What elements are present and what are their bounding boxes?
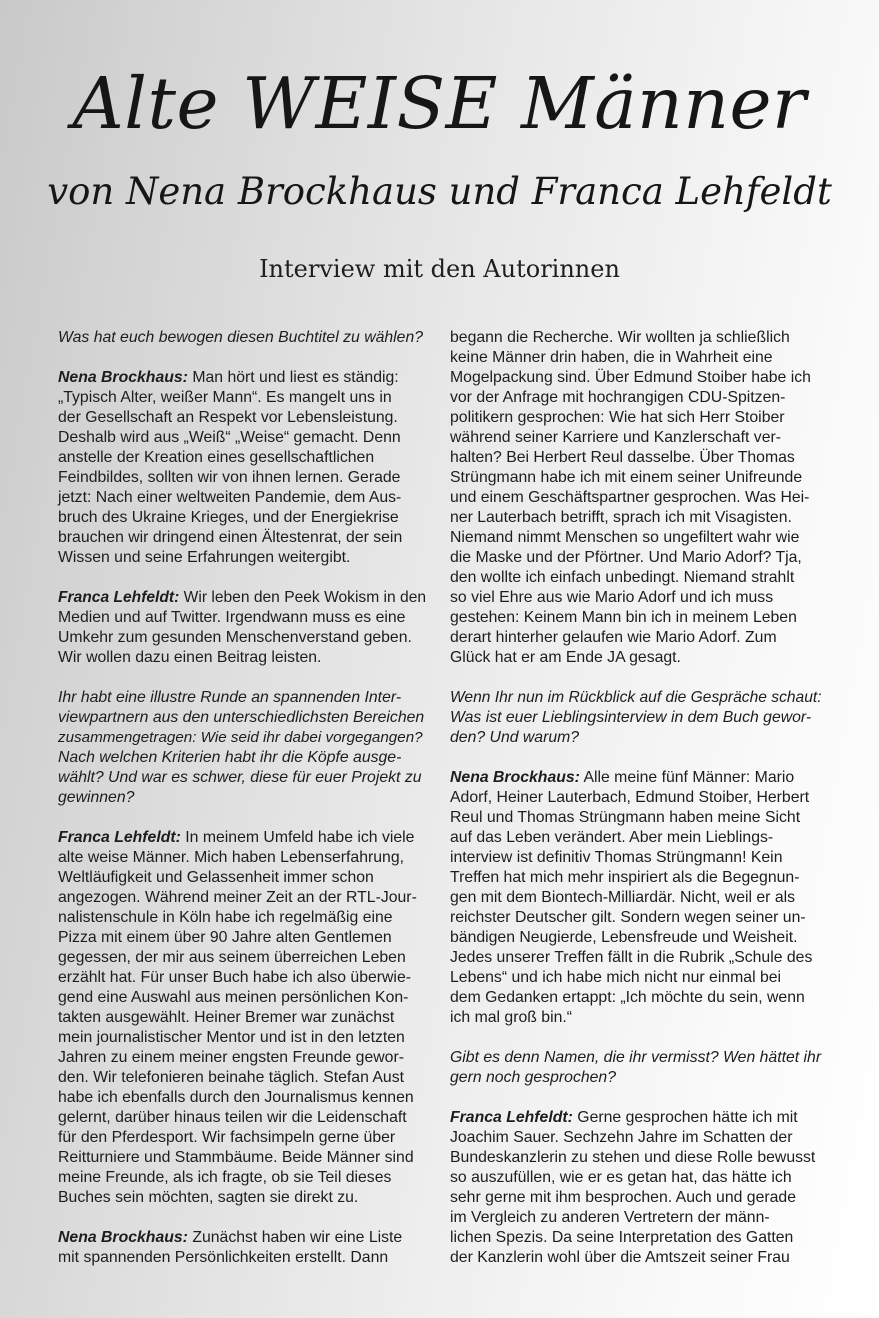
- text-line: [450, 448, 822, 468]
- text-line: [450, 708, 822, 728]
- text-line: [58, 728, 426, 748]
- interview-answer: [450, 768, 822, 1028]
- interview-question: [58, 688, 426, 808]
- line-text: Gerne gesprochen hätte ich mit: [572, 1109, 798, 1126]
- line-text: begann die Recherche. Wir wollten ja schließlich: [450, 329, 790, 346]
- text-line: [450, 1228, 822, 1248]
- line-text: den? Und warum?: [450, 729, 580, 746]
- text-line: [58, 888, 426, 908]
- text-line: [58, 908, 426, 928]
- text-line: [58, 328, 426, 348]
- line-text: halten? Bei Herbert Reul dasselbe. Über Thomas: [450, 449, 795, 466]
- line-text: der Kanzlerin wohl über die Amtszeit seiner Frau: [450, 1249, 790, 1266]
- line-text: gen mit dem Biontech-Milliardär. Nicht, weil er als: [450, 889, 796, 906]
- text-line: [58, 388, 426, 408]
- line-text: gend eine Auswahl aus meinen persönlichen Kon-: [58, 989, 409, 1006]
- text-line: [58, 408, 426, 428]
- text-line: [58, 468, 426, 488]
- speaker-name: Franca Lehfeldt:: [58, 829, 181, 846]
- line-text: politikern gesprochen: Wie hat sich Herr Stoiber: [450, 409, 785, 426]
- line-text: Bundeskanzlerin zu stehen und diese Rolle bewusst: [450, 1149, 816, 1166]
- line-text: Deshalb wird aus „Weiß“ „Weise“ gemacht. Denn: [58, 429, 401, 446]
- line-text: Wenn Ihr nun im Rückblick auf die Gespräche schaut:: [450, 689, 822, 706]
- text-line: [450, 868, 822, 888]
- text-line: [450, 628, 822, 648]
- line-text: reichster Deutscher gilt. Sondern wegen seiner un-: [450, 909, 806, 926]
- text-line: [450, 408, 822, 428]
- line-text: Pizza mit einem über 90 Jahre alten Gentlemen: [58, 929, 392, 946]
- line-text: Reul und Thomas Strüngmann haben meine Sicht: [450, 809, 801, 826]
- text-line: [450, 468, 822, 488]
- line-text: gern noch gesprochen?: [450, 1069, 616, 1086]
- line-text: gelernt, darüber hinaus teilen wir die Leidenschaft: [58, 1109, 407, 1126]
- text-line: [450, 788, 822, 808]
- line-text: derart hinterher gelaufen wie Mario Adorf. Zum: [450, 629, 777, 646]
- text-line: [58, 528, 426, 548]
- line-text: Was ist euer Lieblingsinterview in dem Buch gewor-: [450, 709, 812, 726]
- speaker-name: Nena Brockhaus:: [58, 369, 188, 386]
- line-text: dem Gedanken ertappt: „Ich möchte du sein, wenn: [450, 989, 805, 1006]
- text-line: [58, 688, 426, 708]
- interview-answer: [450, 1108, 822, 1268]
- text-line: [58, 768, 426, 788]
- line-text: anstelle der Kreation eines gesellschaftlichen: [58, 449, 375, 466]
- text-line: [58, 608, 426, 628]
- line-text: takten ausgewählt. Heiner Bremer war zunächst: [58, 1009, 395, 1026]
- text-line: [58, 788, 426, 808]
- paragraph-gap: [58, 568, 426, 588]
- line-text: mein journalistischer Mentor und ist in den letzten: [58, 1029, 405, 1046]
- paragraph-gap: [450, 1088, 822, 1108]
- speaker-name: Franca Lehfeldt:: [58, 589, 180, 606]
- line-text: Ihr habt eine illustre Runde an spannenden Inter-: [58, 689, 402, 706]
- paragraph-gap: [58, 668, 426, 688]
- line-text: Alle meine fünf Männer: Mario: [579, 769, 795, 786]
- text-line: [450, 388, 822, 408]
- article-title: Alte WEISE Männer: [72, 62, 807, 145]
- text-line: [450, 1168, 822, 1188]
- line-text: jetzt: Nach einer weltweiten Pandemie, dem Aus-: [58, 489, 402, 506]
- text-line: [450, 808, 822, 828]
- text-line: [450, 568, 822, 588]
- text-line: [450, 928, 822, 948]
- line-text: ner Lauterbach betrifft, sprach ich mit Visagisten.: [450, 509, 792, 526]
- text-line: [450, 1048, 822, 1068]
- line-text: angezogen. Während meiner Zeit an der RTL-Jour-: [58, 889, 417, 906]
- line-text: zusammengetragen: Wie seid ihr dabei vorgegangen?: [58, 729, 423, 746]
- interview-answer: [58, 368, 426, 568]
- text-line: [58, 1228, 426, 1248]
- text-line: [450, 348, 822, 368]
- text-line: [450, 1108, 822, 1128]
- line-text: den wollte ich einfach unbedingt. Niemand strahlt: [450, 569, 795, 586]
- line-text: Strüngmann habe ich mit einem seiner Unifreunde: [450, 469, 803, 486]
- speaker-name: Franca Lehfeldt:: [450, 1109, 573, 1126]
- line-text: bruch des Ukraine Krieges, und der Energiekrise: [58, 509, 399, 526]
- speaker-name: Nena Brockhaus:: [450, 769, 580, 786]
- paragraph-gap: [58, 348, 426, 368]
- text-line: [58, 368, 426, 388]
- line-text: erzählt hat. Für unser Buch habe ich also überwie-: [58, 969, 411, 986]
- line-text: meine Freunde, als ich fragte, ob sie Teil dieses: [58, 1169, 392, 1186]
- line-text: den. Wir telefonieren beinahe täglich. Stefan Aust: [58, 1069, 404, 1086]
- line-text: im Vergleich zu anderen Vertretern der männ-: [450, 1209, 770, 1226]
- text-line: [450, 988, 822, 1008]
- line-text: für den Pferdesport. Wir fachsimpeln gerne über: [58, 1129, 396, 1146]
- text-line: [450, 508, 822, 528]
- text-line: [58, 1128, 426, 1148]
- text-line: [450, 368, 822, 388]
- text-line: [58, 648, 426, 668]
- interview-question: [58, 328, 426, 348]
- text-line: [58, 708, 426, 728]
- text-line: [450, 688, 822, 708]
- text-line: [58, 1108, 426, 1128]
- text-line: [450, 648, 822, 668]
- line-text: lichen Spezis. Da seine Interpretation des Gatten: [450, 1229, 794, 1246]
- line-text: Jahren zu einem meiner engsten Freunde gewor-: [58, 1049, 404, 1066]
- text-line: [58, 1148, 426, 1168]
- line-text: Wissen und seine Erfahrungen weitergibt.: [58, 549, 351, 566]
- text-line: [450, 828, 822, 848]
- paragraph-gap: [58, 808, 426, 828]
- interview-question: [450, 1048, 822, 1088]
- line-text: Jedes unserer Treffen fällt in die Rubrik „Schule des: [450, 949, 813, 966]
- text-line: [450, 1128, 822, 1148]
- paragraph-gap: [58, 1208, 426, 1228]
- line-text: bändigen Neugierde, Lebensfreude und Weisheit.: [450, 929, 798, 946]
- text-line: [450, 908, 822, 928]
- text-line: [450, 488, 822, 508]
- text-line: [450, 588, 822, 608]
- paragraph-gap: [450, 668, 822, 688]
- speaker-name: Nena Brockhaus:: [58, 1229, 188, 1246]
- line-text: ich mal groß bin.“: [450, 1009, 573, 1026]
- text-line: [58, 1188, 426, 1208]
- line-text: Was hat euch bewogen diesen Buchtitel zu wählen?: [58, 329, 424, 346]
- text-line: [58, 988, 426, 1008]
- line-text: Joachim Sauer. Sechzehn Jahre im Schatten der: [450, 1129, 793, 1146]
- text-line: [450, 528, 822, 548]
- text-column-right: [450, 328, 822, 1268]
- line-text: Umkehr zum gesunden Menschenverstand geben.: [58, 629, 412, 646]
- line-text: mit spannenden Persönlichkeiten erstellt. Dann: [58, 1249, 389, 1266]
- text-line: [450, 1208, 822, 1228]
- text-line: [450, 328, 822, 348]
- line-text: Weltläufigkeit und Gelassenheit immer schon: [58, 869, 374, 886]
- text-line: [450, 848, 822, 868]
- line-text: Nach welchen Kriterien habt ihr die Köpfe ausge-: [58, 749, 402, 766]
- text-line: [450, 1248, 822, 1268]
- text-line: [58, 548, 426, 568]
- text-line: [450, 888, 822, 908]
- line-text: die Maske und der Pförtner. Und Mario Adorf? Tja,: [450, 549, 802, 566]
- interview-answer: [58, 828, 426, 1208]
- line-text: habe ich ebenfalls durch den Journalismus kennen: [58, 1089, 414, 1106]
- line-text: keine Männer drin haben, die in Wahrheit eine: [450, 349, 773, 366]
- line-text: „Typisch Alter, weißer Mann“. Es mangelt uns in: [58, 389, 392, 406]
- text-line: [450, 1188, 822, 1208]
- text-line: [58, 1168, 426, 1188]
- text-line: [58, 1028, 426, 1048]
- text-line: [58, 868, 426, 888]
- line-text: alte weise Männer. Mich haben Lebenserfahrung,: [58, 849, 404, 866]
- line-text: Buches sein möchten, sagten sie direkt zu.: [58, 1189, 359, 1206]
- article-kicker: Interview mit den Autorinnen: [259, 255, 620, 283]
- text-line: [450, 768, 822, 788]
- text-line: [58, 848, 426, 868]
- text-line: [450, 1068, 822, 1088]
- text-line: [58, 588, 426, 608]
- interview-answer: [58, 1228, 426, 1268]
- text-line: [58, 488, 426, 508]
- text-line: [58, 508, 426, 528]
- text-line: [450, 728, 822, 748]
- interview-question: [450, 688, 822, 748]
- text-line: [58, 828, 426, 848]
- line-text: Reitturniere und Stammbäume. Beide Männer sind: [58, 1149, 414, 1166]
- line-text: gewinnen?: [58, 789, 135, 806]
- line-text: gestehen: Keinem Mann bin ich in meinem Leben: [450, 609, 797, 626]
- line-text: Wir leben den Peek Wokism in den: [179, 589, 427, 606]
- line-text: Medien und auf Twitter. Irgendwann muss es eine: [58, 609, 406, 626]
- text-line: [450, 968, 822, 988]
- line-text: auf das Leben verändert. Aber mein Lieblings-: [450, 829, 774, 846]
- line-text: während seiner Karriere und Kanzlerschaft ver-: [450, 429, 782, 446]
- text-line: [450, 1008, 822, 1028]
- text-line: [58, 1248, 426, 1268]
- line-text: In meinem Umfeld habe ich viele: [180, 829, 415, 846]
- line-text: Adorf, Heiner Lauterbach, Edmund Stoiber, Herbert: [450, 789, 810, 806]
- paragraph-gap: [450, 1028, 822, 1048]
- line-text: brauchen wir dringend einen Ältestenrat, der sein: [58, 529, 403, 546]
- text-line: [450, 948, 822, 968]
- text-line: [450, 608, 822, 628]
- text-line: [58, 428, 426, 448]
- line-text: Niemand nimmt Menschen so ungefiltert wahr wie: [450, 529, 800, 546]
- line-text: wählt? Und war es schwer, diese für euer Projekt zu: [58, 769, 422, 786]
- text-line: [58, 748, 426, 768]
- line-text: viewpartnern aus den unterschiedlichsten Bereichen: [58, 709, 425, 726]
- line-text: Feindbildes, sollten wir von ihnen lernen. Gerade: [58, 469, 401, 486]
- text-line: [58, 928, 426, 948]
- text-line: [450, 428, 822, 448]
- line-text: sehr gerne mit ihm besprochen. Auch und gerade: [450, 1189, 796, 1206]
- line-text: Zunächst haben wir eine Liste: [187, 1229, 403, 1246]
- line-text: Mogelpackung sind. Über Edmund Stoiber habe ich: [450, 369, 811, 386]
- line-text: Glück hat er am Ende JA gesagt.: [450, 649, 681, 666]
- line-text: Treffen hat mich mehr inspiriert als die Begegnun-: [450, 869, 800, 886]
- line-text: und einem Geschäftspartner gesprochen. Was Hei-: [450, 489, 810, 506]
- text-paragraph: [450, 328, 822, 668]
- line-text: Man hört und liest es ständig:: [187, 369, 399, 386]
- text-column-left: [58, 328, 426, 1268]
- line-text: der Gesellschaft an Respekt vor Lebensleistung.: [58, 409, 398, 426]
- text-line: [58, 628, 426, 648]
- text-line: [58, 1008, 426, 1028]
- line-text: Wir wollen dazu einen Beitrag leisten.: [58, 649, 322, 666]
- text-line: [58, 1068, 426, 1088]
- text-line: [58, 968, 426, 988]
- text-line: [450, 1148, 822, 1168]
- text-line: [450, 548, 822, 568]
- line-text: so viel Ehre aus wie Mario Adorf und ich muss: [450, 589, 774, 606]
- text-line: [58, 948, 426, 968]
- line-text: so auszufüllen, wie er es getan hat, das hätte ich: [450, 1169, 792, 1186]
- paragraph-gap: [450, 748, 822, 768]
- interview-answer: [58, 588, 426, 668]
- line-text: nalistenschule in Köln habe ich regelmäßig eine: [58, 909, 393, 926]
- line-text: gegessen, der mir aus seinem überreichen Leben: [58, 949, 406, 966]
- article-subtitle: von Nena Brockhaus und Franca Lehfeldt: [47, 170, 832, 213]
- line-text: Gibt es denn Namen, die ihr vermisst? Wen hättet ihr: [450, 1049, 822, 1066]
- line-text: interview ist definitiv Thomas Strüngmann! Kein: [450, 849, 783, 866]
- text-line: [58, 448, 426, 468]
- text-line: [58, 1048, 426, 1068]
- line-text: Lebens“ und ich habe mich nicht nur einmal bei: [450, 969, 782, 986]
- text-line: [58, 1088, 426, 1108]
- line-text: vor der Anfrage mit hochrangigen CDU-Spitzen-: [450, 389, 786, 406]
